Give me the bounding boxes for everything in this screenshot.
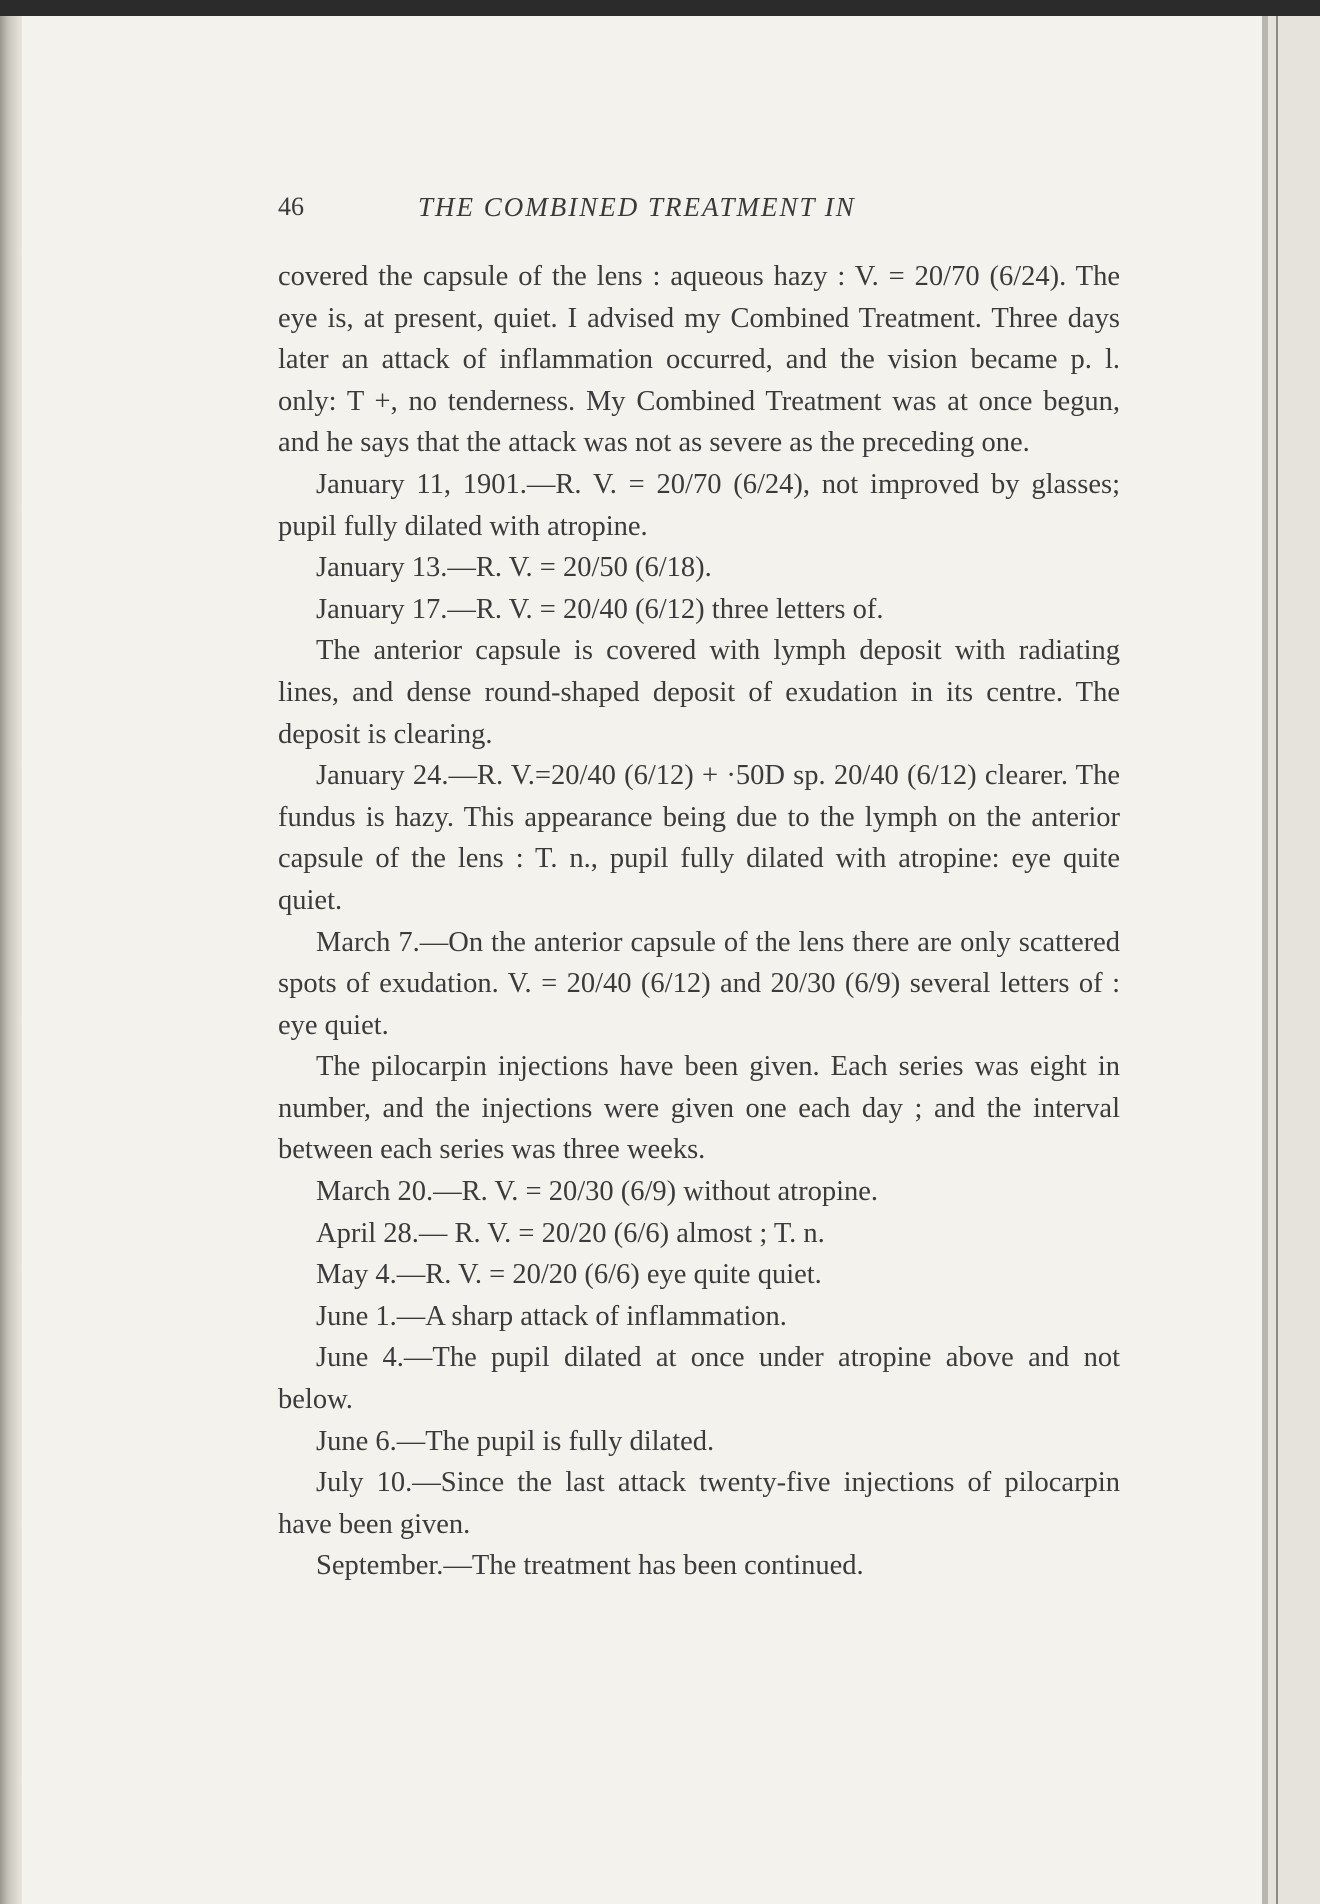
book-page (0, 16, 1268, 1904)
paragraph-may-4: May 4.—R. V. = 20/20 (6/6) eye quite quiet. (316, 1259, 822, 1291)
adjacent-page-line (1276, 16, 1278, 1904)
paragraph-april-28: April 28.— R. V. = 20/20 (6/6) almost ; T. n. (316, 1217, 825, 1249)
paragraph-continuation: covered the capsule of the lens : aqueous hazy : V. = 20/70 (6/24). The eye is, at present, quiet. I advised my Combined Treatment. Three days later an attack of inflammation occurred, and the vision became p. l. only: T +, no tenderness. My Combined Treatment was at once begun, and he says that the attack was not as severe as the preceding one. (278, 261, 1120, 459)
paragraph-june-4: June 4.—The pupil dilated at once under atropine above and not below. (278, 1342, 1120, 1416)
paragraph-march-7: March 7.—On the anterior capsule of the lens there are only scattered spots of exudation. V. = 20/40 (6/12) and 20/30 (6/9) several letters of : eye quiet. (278, 926, 1120, 1041)
book-spine-shadow (0, 16, 22, 1904)
running-title: THE COMBINED TREATMENT IN (418, 192, 856, 222)
adjacent-page-edge (1268, 16, 1320, 1904)
page-header (278, 192, 1118, 232)
paragraph-january-11: January 11, 1901.—R. V. = 20/70 (6/24), not improved by glasses; pupil fully dilated with atropine. (278, 468, 1120, 542)
paragraph-march-20: March 20.—R. V. = 20/30 (6/9) without atropine. (316, 1176, 879, 1208)
paragraph-january-13: January 13.—R. V. = 20/50 (6/18). (316, 552, 712, 584)
paragraph-anterior-capsule: The anterior capsule is covered with lymph deposit with radiating lines, and dense round-shaped deposit of exudation in its centre. The deposit is clearing. (278, 635, 1120, 750)
paragraph-september: September.—The treatment has been continued. (316, 1550, 864, 1582)
body-text (278, 256, 1120, 1587)
paragraph-june-6: June 6.—The pupil is fully dilated. (316, 1425, 715, 1457)
paragraph-january-17: January 17.—R. V. = 20/40 (6/12) three letters of. (316, 593, 884, 625)
page-number: 46 (278, 192, 304, 221)
paragraph-january-24: January 24.—R. V.=20/40 (6/12) + ·50D sp. 20/40 (6/12) clearer. The fundus is hazy. This appearance being due to the lymph on the anterior capsule of the lens : T. n., pupil fully dilated with atropine: eye quite quiet. (278, 760, 1120, 916)
paragraph-july-10: July 10.—Since the last attack twenty-five injections of pilocarpin have been given. (278, 1467, 1120, 1540)
paragraph-pilocarpin-series: The pilocarpin injections have been given. Each series was eight in number, and the injections were given one each day ; and the interval between each series was three weeks. (278, 1051, 1120, 1166)
paragraph-june-1: June 1.—A sharp attack of inflammation. (316, 1300, 787, 1332)
